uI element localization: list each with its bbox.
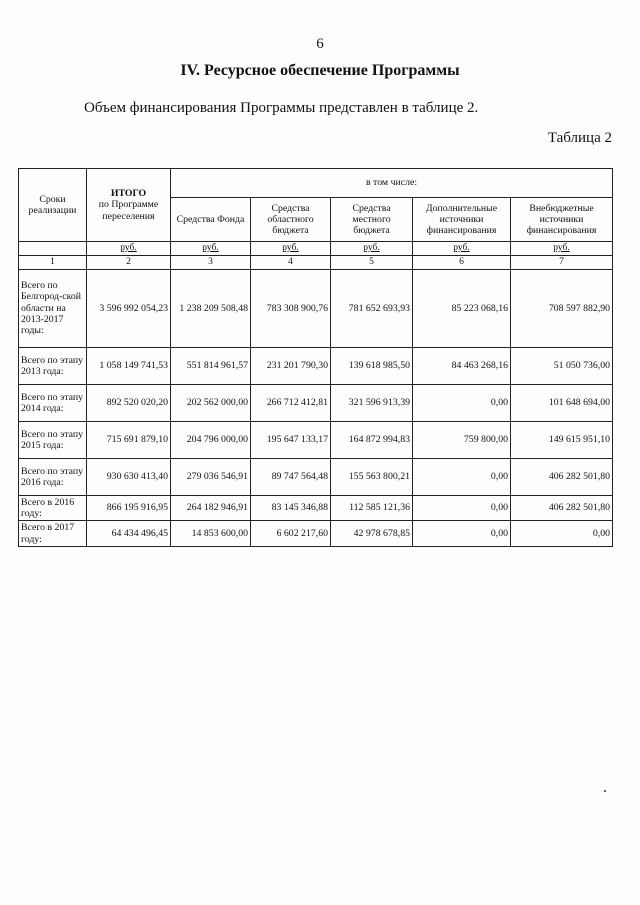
cell-fund: 264 182 946,91 (171, 495, 251, 521)
row-label: Всего по этапу 2015 года: (19, 421, 87, 458)
financing-table (18, 168, 613, 547)
row-label: Всего по этапу 2016 года: (19, 458, 87, 495)
cell-total: 930 630 413,40 (87, 458, 171, 495)
table-row (19, 421, 613, 458)
table-row (19, 458, 613, 495)
cell-extrabudget: 51 050 736,00 (511, 347, 613, 384)
header-regional: Средства областного бюджета (251, 198, 331, 242)
cell-additional: 0,00 (413, 458, 511, 495)
col-number: 4 (251, 255, 331, 269)
header-period: Сроки реализации (19, 169, 87, 242)
cell-extrabudget: 406 282 501,80 (511, 495, 613, 521)
col-number: 7 (511, 255, 613, 269)
header-fund: Средства Фонда (171, 198, 251, 242)
cell-total: 866 195 916,95 (87, 495, 171, 521)
cell-total: 3 596 992 054,23 (87, 269, 171, 347)
cell-additional: 84 463 268,16 (413, 347, 511, 384)
cell-total: 64 434 496,45 (87, 521, 171, 547)
unit-cell: руб. (251, 242, 331, 256)
table-row (19, 347, 613, 384)
col-number: 6 (413, 255, 511, 269)
cell-regional: 6 602 217,60 (251, 521, 331, 547)
cell-fund: 279 036 546,91 (171, 458, 251, 495)
cell-extrabudget: 149 615 951,10 (511, 421, 613, 458)
cell-total: 715 691 879,10 (87, 421, 171, 458)
header-extrabudget: Внебюджетные источники финансирования (511, 198, 613, 242)
table-caption: Таблица 2 (547, 130, 612, 146)
header-local: Средства местного бюджета (331, 198, 413, 242)
unit-cell-empty (19, 242, 87, 256)
cell-extrabudget: 101 648 694,00 (511, 384, 613, 421)
table-row (19, 384, 613, 421)
cell-local: 112 585 121,36 (331, 495, 413, 521)
cell-local: 321 596 913,39 (331, 384, 413, 421)
row-label: Всего в 2016 году: (19, 495, 87, 521)
col-number: 2 (87, 255, 171, 269)
cell-fund: 1 238 209 508,48 (171, 269, 251, 347)
row-label: Всего в 2017 году: (19, 521, 87, 547)
cell-fund: 14 853 600,00 (171, 521, 251, 547)
cell-additional: 0,00 (413, 495, 511, 521)
cell-local: 155 563 800,21 (331, 458, 413, 495)
unit-cell: руб. (87, 242, 171, 256)
page-number: 6 (316, 36, 324, 52)
cell-regional: 231 201 790,30 (251, 347, 331, 384)
unit-cell: руб. (413, 242, 511, 256)
cell-total: 1 058 149 741,53 (87, 347, 171, 384)
table-row (19, 269, 613, 347)
header-including: в том числе: (171, 169, 613, 198)
header-total-sub: по Программе переселения (98, 199, 159, 222)
cell-fund: 551 814 961,57 (171, 347, 251, 384)
section-title: IV. Ресурсное обеспечение Программы (180, 62, 460, 79)
table-row (19, 495, 613, 521)
unit-cell: руб. (171, 242, 251, 256)
col-number: 3 (171, 255, 251, 269)
header-total (87, 169, 171, 242)
col-number: 1 (19, 255, 87, 269)
header-total-title: ИТОГО (110, 188, 147, 200)
cell-local: 164 872 994,83 (331, 421, 413, 458)
header-additional: Дополнительные источники финансирования (413, 198, 511, 242)
cell-extrabudget: 708 597 882,90 (511, 269, 613, 347)
cell-fund: 204 796 000,00 (171, 421, 251, 458)
intro-paragraph: Объем финансирования Программы представлен в таблице 2. (84, 100, 479, 116)
cell-fund: 202 562 000,00 (171, 384, 251, 421)
table-row (19, 521, 613, 547)
cell-regional: 83 145 346,88 (251, 495, 331, 521)
cell-additional: 85 223 068,16 (413, 269, 511, 347)
cell-regional: 266 712 412,81 (251, 384, 331, 421)
cell-total: 892 520 020,20 (87, 384, 171, 421)
unit-cell: руб. (511, 242, 613, 256)
cell-regional: 89 747 564,48 (251, 458, 331, 495)
cell-additional: 759 800,00 (413, 421, 511, 458)
row-label: Всего по этапу 2013 года: (19, 347, 87, 384)
cell-local: 139 618 985,50 (331, 347, 413, 384)
cell-additional: 0,00 (413, 521, 511, 547)
cell-local: 42 978 678,85 (331, 521, 413, 547)
cell-regional: 783 308 900,76 (251, 269, 331, 347)
cell-extrabudget: 406 282 501,80 (511, 458, 613, 495)
row-label: Всего по этапу 2014 года: (19, 384, 87, 421)
col-number: 5 (331, 255, 413, 269)
unit-cell: руб. (331, 242, 413, 256)
row-label: Всего по Белгород-ской области на 2013-2017 годы: (19, 269, 87, 347)
cell-local: 781 652 693,93 (331, 269, 413, 347)
cell-extrabudget: 0,00 (511, 521, 613, 547)
cell-additional: 0,00 (413, 384, 511, 421)
scan-speck (604, 790, 606, 792)
cell-regional: 195 647 133,17 (251, 421, 331, 458)
